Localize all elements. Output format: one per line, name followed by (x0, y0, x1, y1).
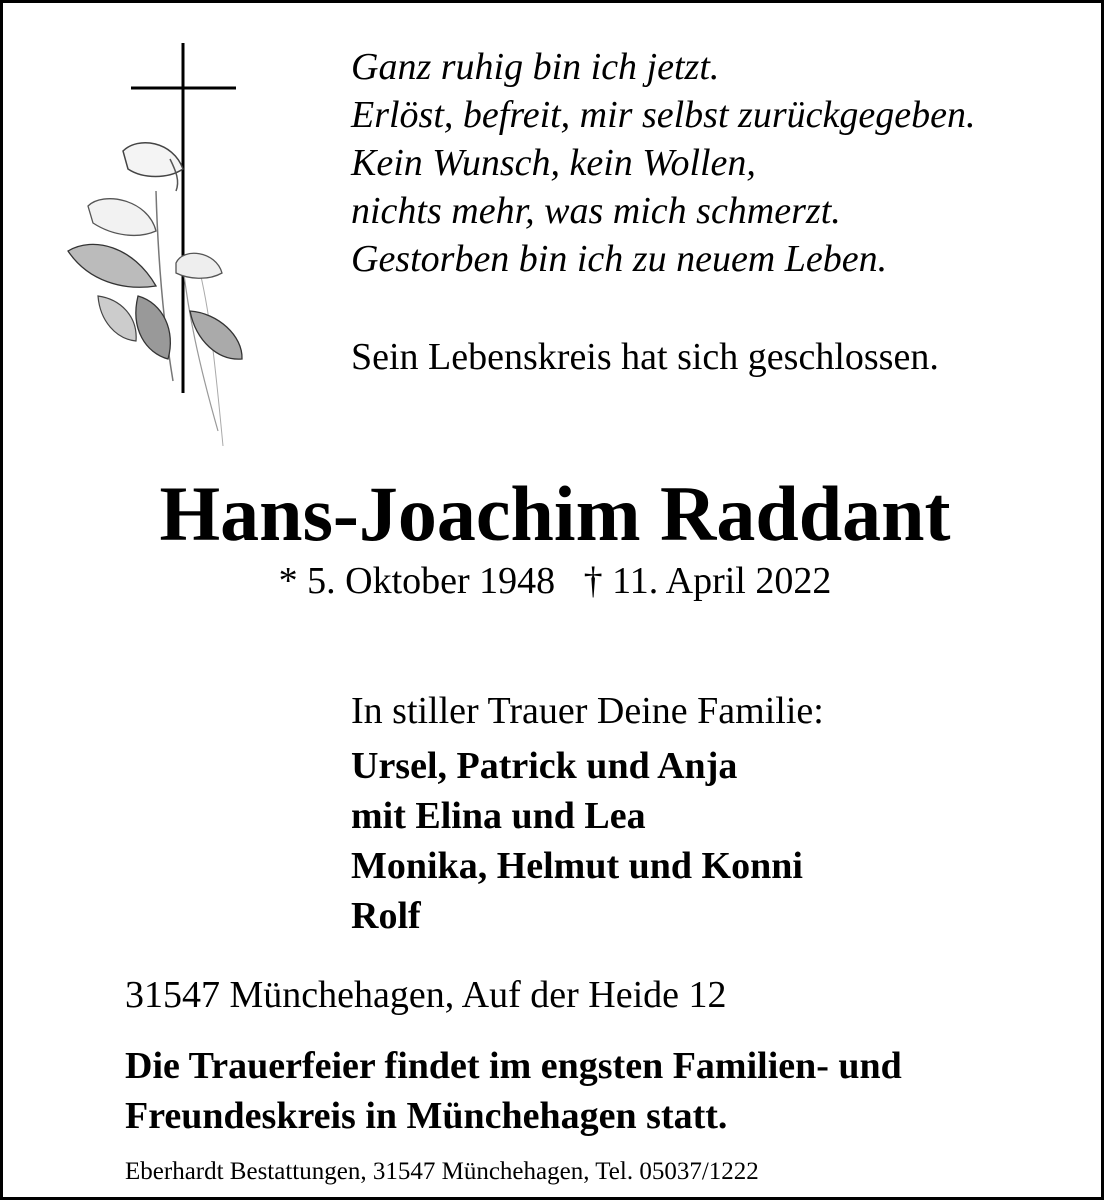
mourner-line: Ursel, Patrick und Anja (351, 745, 738, 787)
undertaker-footer: Eberhardt Bestattungen, 31547 Münchehagen, Tel. 05037/1222 (125, 1158, 759, 1185)
ceremony-line: Freundeskreis in Münchehagen statt. (125, 1095, 728, 1137)
ceremony-notice (125, 1041, 902, 1141)
mourner-line: mit Elina und Lea (351, 795, 646, 837)
ceremony-line: Die Trauerfeier findet im engsten Familien- und (125, 1045, 902, 1087)
birth-date: * 5. Oktober 1948 (278, 560, 556, 602)
death-date: † 11. April 2022 (583, 560, 832, 602)
mourner-line: Monika, Helmut und Konni (351, 845, 803, 887)
mourners-list (351, 741, 803, 941)
poem-line: nichts mehr, was mich schmerzt. (351, 190, 841, 232)
mourners-intro: In stiller Trauer Deine Familie: (351, 690, 824, 732)
poem-line: Kein Wunsch, kein Wollen, (351, 142, 756, 184)
deceased-name: Hans-Joachim Raddant (159, 470, 951, 557)
poem-line: Erlöst, befreit, mir selbst zurückgegeben. (351, 94, 976, 136)
life-dates (3, 557, 1104, 605)
poem-line: Gestorben bin ich zu neuem Leben. (351, 238, 888, 280)
mourner-line: Rolf (351, 895, 421, 937)
family-address: 31547 Münchehagen, Auf der Heide 12 (125, 974, 727, 1016)
cross-with-calla-lilies-icon (58, 41, 248, 451)
poem (351, 43, 975, 283)
poem-line: Ganz ruhig bin ich jetzt. (351, 46, 720, 88)
poem-closing-line: Sein Lebenskreis hat sich geschlossen. (351, 336, 939, 378)
